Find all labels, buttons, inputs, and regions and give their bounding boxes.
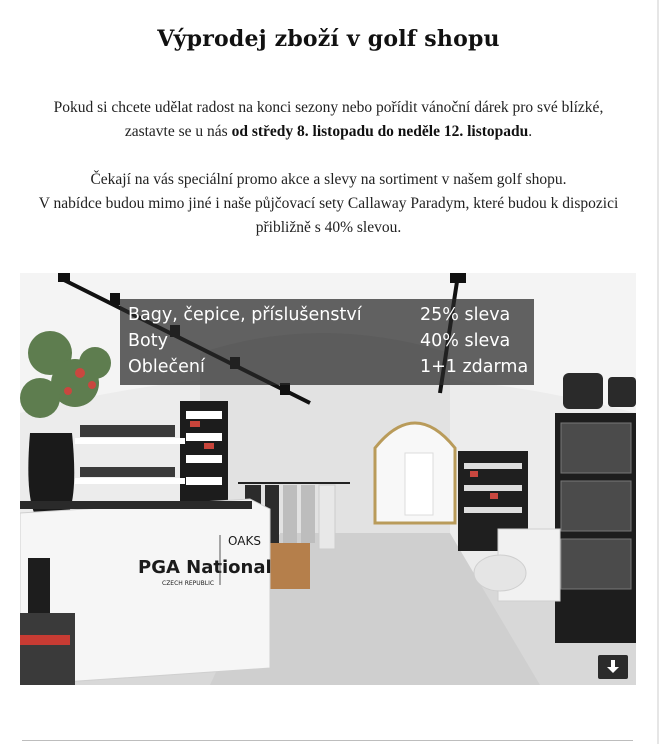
oaks-logo-text: OAKS bbox=[228, 534, 261, 548]
download-button[interactable] bbox=[598, 655, 628, 679]
promo-row-label: Bagy, čepice, příslušenství bbox=[128, 305, 362, 325]
promo-row-label: Boty bbox=[128, 331, 168, 351]
promo-row-value: 40% sleva bbox=[420, 331, 511, 351]
intro-paragraph bbox=[30, 96, 627, 144]
shop-photo bbox=[20, 273, 636, 685]
pga-logo-subtext: CZECH REPUBLIC bbox=[162, 580, 215, 587]
promo-row-clothing bbox=[120, 355, 534, 381]
promo-line-1: Čekají na vás speciální promo akce a slevy na sortiment v našem golf shopu. bbox=[90, 171, 567, 188]
article-title: Výprodej zboží v golf shopu bbox=[157, 26, 500, 52]
intro-end: . bbox=[528, 123, 533, 140]
download-arrow-icon bbox=[606, 659, 620, 675]
promo-paragraph bbox=[30, 168, 627, 240]
promo-row-value: 25% sleva bbox=[420, 305, 511, 325]
section-divider bbox=[22, 740, 633, 741]
intro-text: Pokud si chcete udělat radost na konci sezony nebo pořídit vánoční dárek pro své blízké, zastavte se u nás bbox=[53, 99, 604, 140]
promo-row-label: Oblečení bbox=[128, 357, 205, 377]
pga-logo-text: PGA National bbox=[138, 557, 272, 578]
promo-row-value: 1+1 zdarma bbox=[420, 357, 529, 377]
intro-dates: od středy 8. listopadu do neděle 12. listopadu bbox=[231, 123, 529, 140]
promo-line-2: V nabídce budou mimo jiné i naše půjčovací sety Callaway Paradym, které budou k dispozici přibližně s 40% slevou. bbox=[38, 195, 619, 236]
promo-row-shoes bbox=[120, 329, 534, 355]
promo-row-bags bbox=[120, 303, 534, 329]
promo-overlay bbox=[120, 299, 534, 385]
